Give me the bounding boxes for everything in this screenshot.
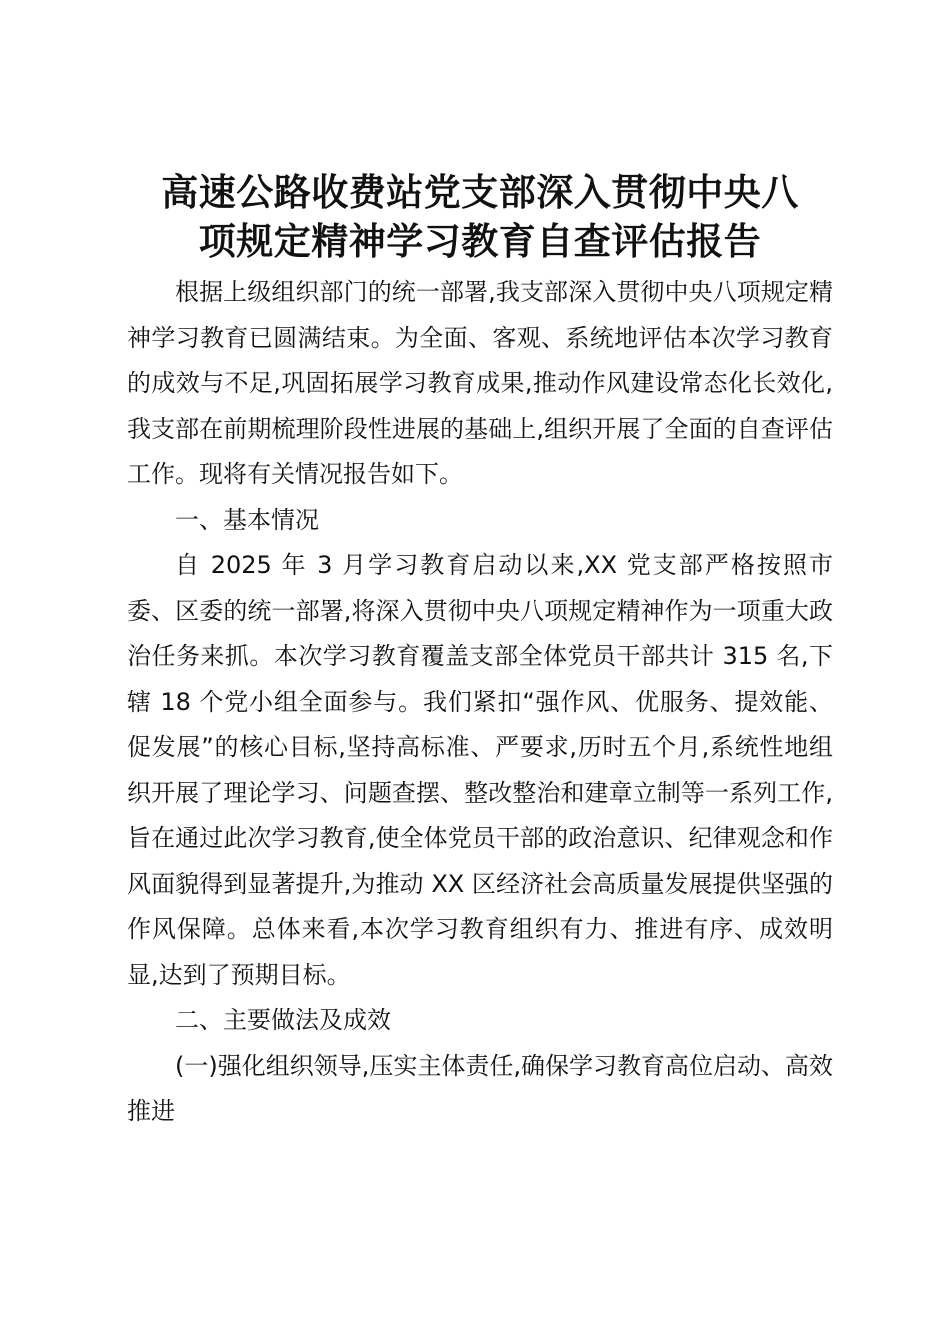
- subsection-heading-organization: (一)强化组织领导,压实主体责任,确保学习教育高位启动、高效推进: [127, 1051, 833, 1125]
- document-content: [127, 168, 833, 1135]
- document-title: [127, 168, 833, 266]
- section-heading-main-practices: 二、主要做法及成效: [175, 1006, 391, 1034]
- section-heading-basic-situation: 一、基本情况: [175, 505, 319, 534]
- basic-situation-paragraph: 自 2025 年 3 月学习教育启动以来,XX 党支部严格按照市委、区委的统一部署,将深入贯彻中央八项规定精神作为一项重大政治任务来抓。本次学习教育覆盖支部全体党员干部共计 315 名,下辖 18 个党小组全面参与。我们紧扣“强作风、优服务、提效能、促发展”的核心目标,坚持高标准、严要求,历时五个月,系统性地组织开展了理论学习、问题查摆、整改整治和建章立制等一系列工作,旨在通过此次学习教育,使全体党员干部的政治意识、纪律观念和作风面貌得到显著提升,为推动 XX 区经济社会高质量发展提供坚强的作风保障。总体来看,本次学习教育组织有力、推进有序、成效明显,达到了预期目标。: [127, 551, 833, 989]
- title-line-1: 高速公路收费站党支部深入贯彻中央八: [161, 171, 799, 214]
- title-line-2: 项规定精神学习教育自查评估报告: [198, 220, 762, 263]
- intro-paragraph: 根据上级组织部门的统一部署,我支部深入贯彻中央八项规定精神学习教育已圆满结束。为全面、客观、系统地评估本次学习教育的成效与不足,巩固拓展学习教育成果,推动作风建设常态化长效化,我支部在前期梳理阶段性进展的基础上,组织开展了全面的自查评估工作。现将有关情况报告如下。: [127, 278, 833, 488]
